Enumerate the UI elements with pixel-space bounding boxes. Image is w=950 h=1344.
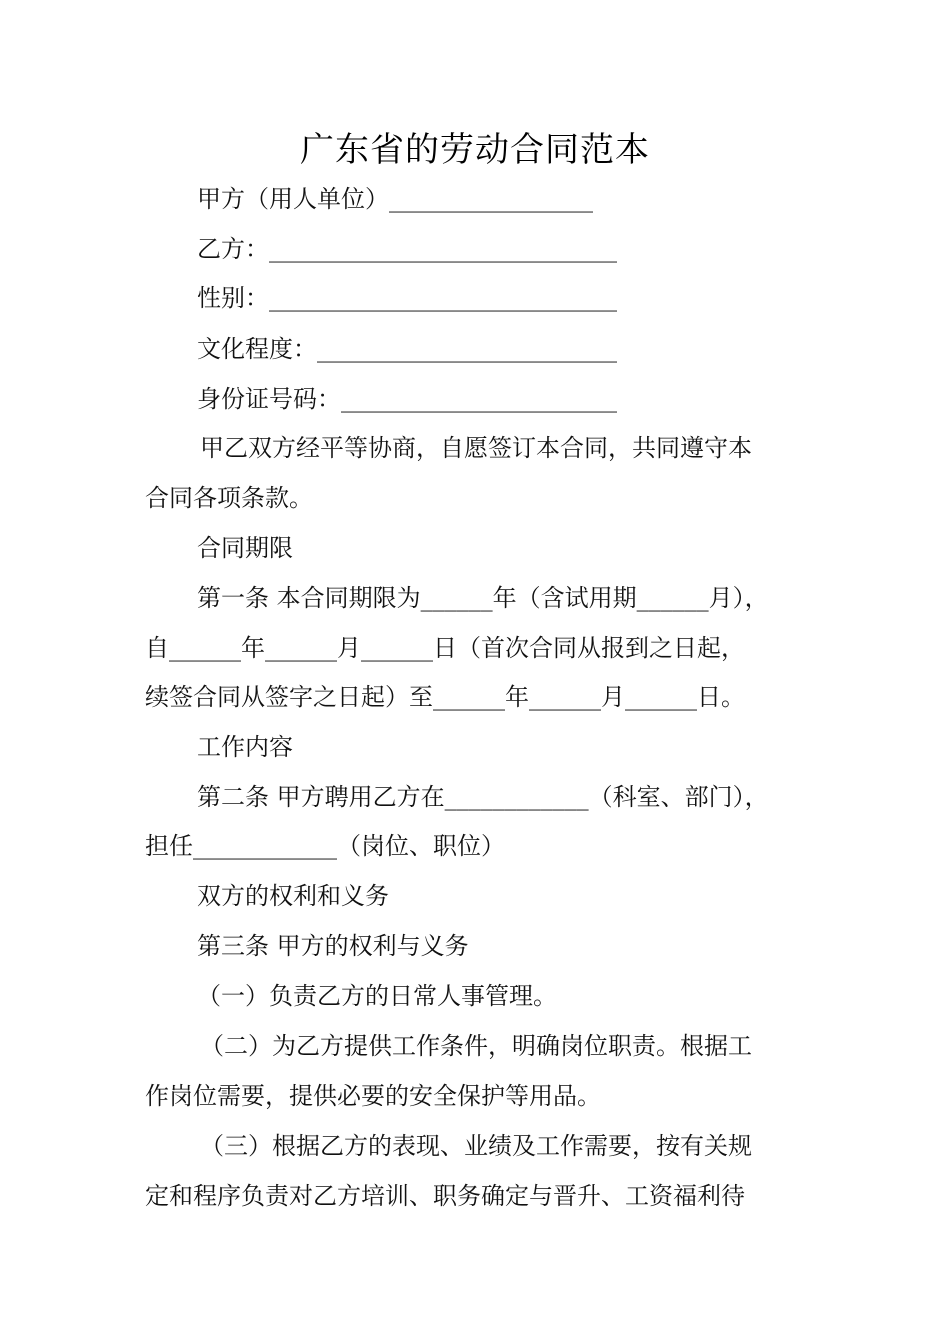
article-3-item-3-line-2: 定和程序负责对乙方培训、职务确定与晋升、工资福利待 (145, 1182, 745, 1210)
article-1-line-3: 续签合同从签字之日起）至______年______月______日。 (145, 683, 745, 711)
employee-field: 乙方：_____________________________ (197, 235, 617, 263)
article-1-line-2: 自______年______月______日（首次合同从报到之日起， (145, 634, 745, 662)
preamble-line-1: 甲乙双方经平等协商，自愿签订本合同，共同遵守本 (200, 434, 752, 462)
article-2-line-1: 第二条 甲方聘用乙方在____________（科室、部门）， (197, 783, 769, 811)
section-heading-term: 合同期限 (197, 534, 293, 562)
article-2-line-2: 担任____________（岗位、职位） (145, 832, 505, 860)
section-heading-rights: 双方的权利和义务 (197, 882, 389, 910)
article-3-item-3-line-1: （三）根据乙方的表现、业绩及工作需要，按有关规 (200, 1132, 752, 1160)
document-title: 广东省的劳动合同范本 (300, 130, 650, 170)
article-3-item-1: （一）负责乙方的日常人事管理。 (197, 982, 557, 1010)
id-number-field: 身份证号码：_______________________ (197, 385, 617, 413)
employer-field: 甲方（用人单位）_________________ (197, 185, 593, 213)
section-heading-work: 工作内容 (197, 733, 293, 761)
education-field: 文化程度：_________________________ (197, 335, 617, 363)
gender-field: 性别：_____________________________ (197, 284, 617, 312)
article-1-line-1: 第一条 本合同期限为______年（含试用期______月）， (197, 584, 769, 612)
article-3-item-2-line-1: （二）为乙方提供工作条件，明确岗位职责。根据工 (200, 1032, 752, 1060)
preamble-line-2: 合同各项条款。 (145, 484, 313, 512)
article-3-item-2-line-2: 作岗位需要，提供必要的安全保护等用品。 (145, 1082, 601, 1110)
article-3-heading: 第三条 甲方的权利与义务 (197, 932, 469, 960)
